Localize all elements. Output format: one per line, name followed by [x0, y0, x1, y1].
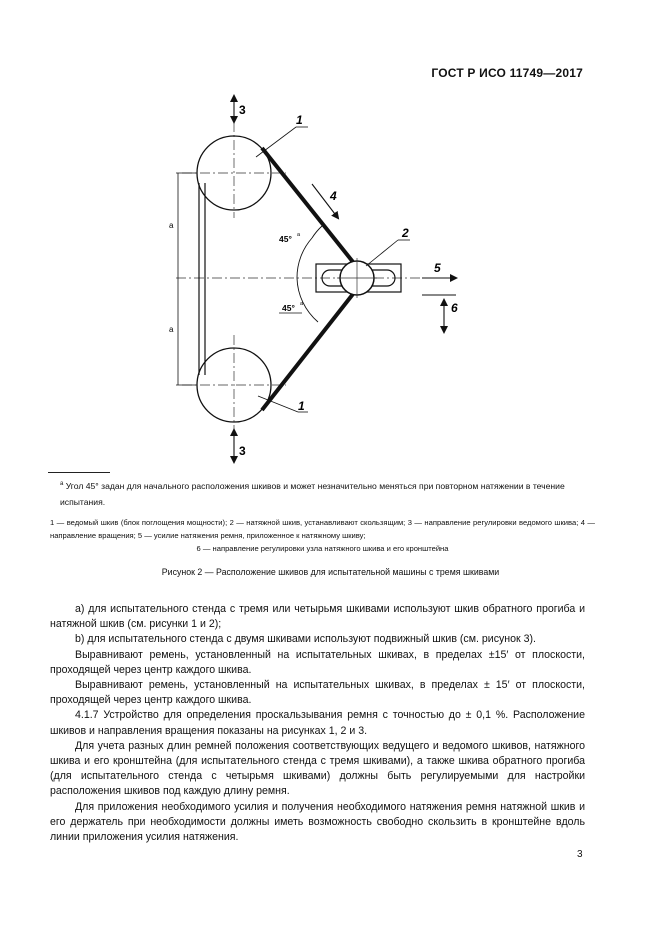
angle-note-upper: a	[297, 232, 301, 238]
footnote	[60, 476, 590, 510]
footnote-rule	[48, 472, 110, 473]
angle-arc-lower	[297, 278, 318, 322]
footnote-mark: a	[60, 481, 64, 487]
label-6: 6	[451, 301, 458, 315]
figure-legend	[50, 516, 595, 555]
label-1-top: 1	[296, 113, 303, 127]
page-number: 3	[577, 849, 583, 860]
legend-line-2: 6 — направление регулировки узла натяжного шкива и его кронштейна	[196, 544, 449, 553]
paragraph: 4.1.7 Устройство для определения проскальзывания ремня с точностью до ± 0,1 %. Расположение шкивов и направления вращения показаны на рисунках 1, 2 и 3.	[50, 709, 585, 737]
belt	[199, 148, 353, 410]
figure-caption: Рисунок 2 — Расположение шкивов для испытательной машины с тремя шкивами	[161, 567, 500, 577]
dimension-left	[176, 173, 196, 385]
label-3-bottom: 3	[239, 444, 246, 458]
dim-mark-upper: a	[169, 221, 174, 230]
label-3-top: 3	[239, 103, 246, 117]
angle-arc-upper	[297, 238, 312, 278]
paragraph: Выравнивают ремень, установленный на испытательных шкивах, в пределах ± 15′ от плоскости, проходящей через центр каждого шкива.	[50, 679, 585, 707]
paragraph: b) для испытательного стенда с двумя шкивами используют подвижный шкив (см. рисунок 3).	[75, 633, 536, 646]
angle-label-lower: 45°	[282, 303, 295, 313]
center-lines	[176, 122, 420, 430]
legend-line-1: 1 — ведомый шкив (блок поглощения мощности); 2 — натяжной шкив, устанавливают скользящим; 3 — направление регулировки ведомого шкива; 4 — направление вращения; 5 — усилие натяжения ремня, приложенное к натяжному шкиву;	[50, 518, 595, 540]
footnote-text: Угол 45° задан для начального расположения шкивов и может незначительно меняться при повторном натяжении в течение испытания.	[60, 480, 565, 507]
label-1-bottom: 1	[298, 399, 305, 413]
paragraph: Выравнивают ремень, установленный на испытательных шкивах, в пределах ±15′ от плоскости, проходящей через центр каждого шкива.	[50, 648, 585, 676]
angle-note-lower: a	[300, 301, 304, 307]
paragraph: Для приложения необходимого усилия и получения необходимого натяжения ремня натяжной шкив и его держатель при необходимости должны иметь возможность свободно скользить в кронштейне вдоль линии приложения усилия натяжения.	[50, 800, 585, 844]
dim-mark-lower: a	[169, 325, 174, 334]
document-header: ГОСТ Р ИСО 11749—2017	[431, 66, 583, 80]
angle-label-upper: 45°	[279, 234, 292, 244]
body-text	[50, 602, 585, 845]
label-5: 5	[434, 261, 441, 275]
label-2: 2	[402, 226, 409, 240]
paragraph: a) для испытательного стенда с тремя или четырьмя шкивами используют шкив обратного прогиба и натяжной шкив (см. рисунки 1 и 2);	[50, 603, 585, 631]
label-4: 4	[330, 189, 337, 203]
paragraph: Для учета разных длин ремней положения соответствующих ведущего и ведомого шкивов, натяжного шкива и его кронштейна (для испытательного стенда с тремя шкивами), а также шкива обратного прогиба (для испытательного стенда с четырьмя шкивами) должны быть регулируемыми для настройки расположения шкивов под каждую длину ремня.	[50, 739, 585, 798]
